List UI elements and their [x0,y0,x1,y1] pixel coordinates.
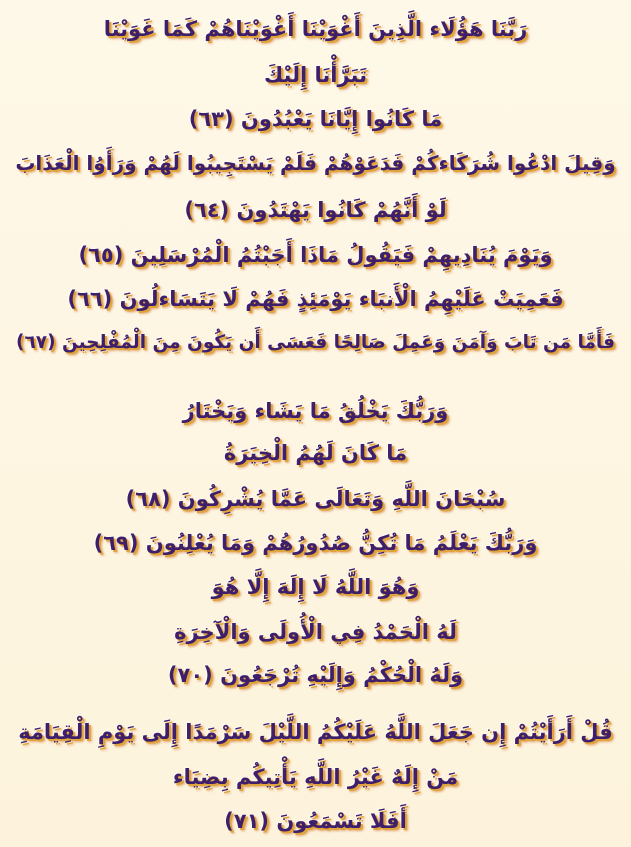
verse-line-9: وَرَبُّكَ يَخْلُقُ مَا يَشَاء وَيَخْتَارُ [182,399,449,423]
verse-line-8: فَأَمَّا مَن تَابَ وَآمَنَ وَعَمِلَ صَالِحًا فَعَسَى أَن يَكُونَ مِنَ الْمُفْلِحِينَ (٦٧) [16,332,615,353]
verse-line-3: مَا كَانُوا إِيَّانَا يَعْبُدُونَ (٦٣) [188,107,443,131]
verse-line-6: وَيَوْمَ يُنَادِيهِمْ فَيَقُولُ مَاذَا أَجَبْتُمُ الْمُرْسَلِينَ (٦٥) [78,243,553,267]
verse-line-1: رَبَّنَا هَؤُلَاء الَّذِينَ أَغْوَيْنَا أَغْوَيْنَاهُمْ كَمَا غَوَيْنَا [103,17,528,41]
verse-line-15: وَلَهُ الْحُكْمُ وَإِلَيْهِ تُرْجَعُونَ (٧٠) [167,663,464,687]
verse-line-13: وَهُوَ اللَّهُ لَا إِلَهَ إِلَّا هُوَ [211,575,420,599]
verse-line-12: وَرَبُّكَ يَعْلَمُ مَا تُكِنُّ صُدُورُهُمْ وَمَا يُعْلِنُونَ (٦٩) [93,531,538,555]
verse-line-2: تَبَرَّأْنَا إِلَيْكَ [263,63,367,87]
verse-line-4: وَقِيلَ ادْعُوا شُرَكَاءكُمْ فَدَعَوْهُمْ فَلَمْ يَسْتَجِيبُوا لَهُمْ وَرَأَوُا الْعَذَابَ [15,151,616,175]
verse-line-7: فَعَمِيَتْ عَلَيْهِمُ الْأَنبَاء يَوْمَئِذٍ فَهُمْ لَا يَتَسَاءلُونَ (٦٦) [67,287,564,311]
verse-line-16: قُلْ أَرَأَيْتُمْ إِن جَعَلَ اللَّهُ عَلَيْكُمُ اللَّيْلَ سَرْمَدًا إِلَى يَوْمِ الْقِيَامَةِ [18,720,613,744]
verse-line-5: لَوْ أَنَّهُمْ كَانُوا يَهْتَدُونَ (٦٤) [184,198,447,222]
verse-line-10: مَا كَانَ لَهُمُ الْخِيَرَةُ [223,441,408,465]
verse-line-11: سُبْحَانَ اللَّهِ وَتَعَالَى عَمَّا يُشْرِكُونَ (٦٨) [125,487,506,511]
verse-line-18: أَفَلَا تَسْمَعُونَ (٧١) [224,809,407,833]
verse-line-14: لَهُ الْحَمْدُ فِي الْأُولَى وَالْآخِرَةِ [174,620,457,644]
verse-line-17: مَنْ إِلَهٌ غَيْرُ اللَّهِ يَأْتِيكُم بِضِيَاء [172,765,459,789]
